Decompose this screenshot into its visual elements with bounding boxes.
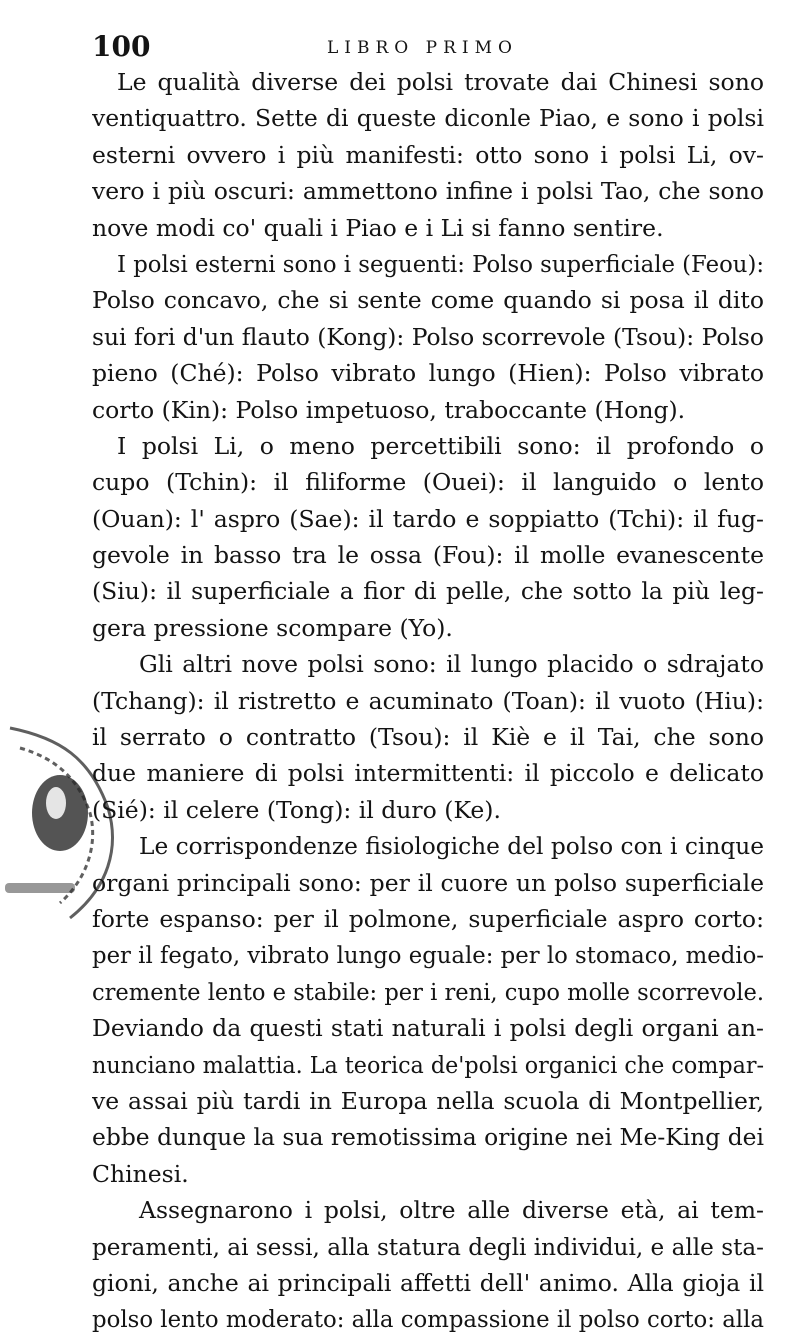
text-line: nunciano malattia. La teorica de'polsi organici che compar- [92, 1050, 764, 1079]
text-line: cupo (Tchin): il filiforme (Ouei): il languido o lento [92, 468, 764, 497]
text-line: Assegnarono i polsi, oltre alle diverse età, ai tem- [139, 1196, 764, 1225]
text-line: Polso concavo, che si sente come quando si posa il dito [92, 286, 764, 315]
text-line: il serrato o contratto (Tsou): il Kiè e il Tai, che sono [92, 723, 764, 752]
text-line: esterni ovvero i più manifesti: otto sono i polsi Li, ov- [92, 140, 764, 169]
text-line: peramenti, ai sessi, alla statura degli individui, e alle sta- [92, 1232, 764, 1261]
text-line: organi principali sono: per il cuore un polso superficiale [92, 868, 764, 897]
text-line: gera pressione scompare (Yo). [92, 613, 453, 642]
text-line: cremente lento e stabile: per i reni, cupo molle scorrevole. [92, 977, 764, 1006]
text-line: nove modi co' quali i Piao e i Li si fanno sentire. [92, 213, 664, 242]
text-line: I polsi esterni sono i seguenti: Polso superficiale (Feou): [117, 249, 764, 278]
text-line: ventiquattro. Sette di queste diconle Piao, e sono i polsi [92, 104, 764, 133]
text-line: Le corrispondenze fisiologiche del polso con i cinque [139, 832, 764, 861]
text-line: (Sié): il celere (Tong): il duro (Ke). [92, 795, 501, 824]
text-line: ve assai più tardi in Europa nella scuola di Montpellier, [92, 1086, 764, 1115]
text-line: pieno (Ché): Polso vibrato lungo (Hien): Polso vibrato [92, 359, 764, 388]
text-body [92, 64, 764, 1338]
text-line: Le qualità diverse dei polsi trovate dai Chinesi sono [117, 68, 764, 96]
text-line: (Tchang): il ristretto e acuminato (Toan): il vuoto (Hiu): [92, 686, 764, 715]
text-line: per il fegato, vibrato lungo eguale: per lo stomaco, medio- [92, 941, 764, 970]
text-line: I polsi Li, o meno percettibili sono: il profondo o [117, 431, 764, 460]
running-head: LIBRO PRIMO [327, 38, 518, 58]
text-line: Gli altri nove polsi sono: il lungo placido o sdrajato [139, 650, 764, 679]
text-line: (Ouan): l' aspro (Sae): il tardo e soppiatto (Tchi): il fug- [92, 504, 764, 533]
page-number: 100 [92, 30, 151, 63]
text-line: sui fori d'un flauto (Kong): Polso scorrevole (Tsou): Polso [92, 322, 764, 351]
text-line: gevole in basso tra le ossa (Fou): il molle evanescente [92, 541, 764, 570]
text-line: vero i più oscuri: ammettono infine i polsi Tao, che sono [92, 177, 764, 206]
text-line: Deviando da questi stati naturali i polsi degli organi an- [92, 1014, 764, 1043]
text-line: Chinesi. [92, 1159, 189, 1188]
text-line: ebbe dunque la sua remotissima origine nei Me-King dei [92, 1123, 764, 1152]
text-line: polso lento moderato: alla compassione il polso corto: alla [92, 1305, 764, 1334]
text-line: forte espanso: per il polmone, superficiale aspro corto: [92, 904, 764, 933]
text-line: due maniere di polsi intermittenti: il piccolo e delicato [92, 759, 764, 788]
text-line: (Siu): il superficiale a fior di pelle, che sotto la più leg- [92, 577, 764, 606]
text-line: gioni, anche ai principali affetti dell' animo. Alla gioja il [92, 1268, 764, 1297]
text-line: corto (Kin): Polso impetuoso, traboccante (Hong). [92, 395, 686, 424]
